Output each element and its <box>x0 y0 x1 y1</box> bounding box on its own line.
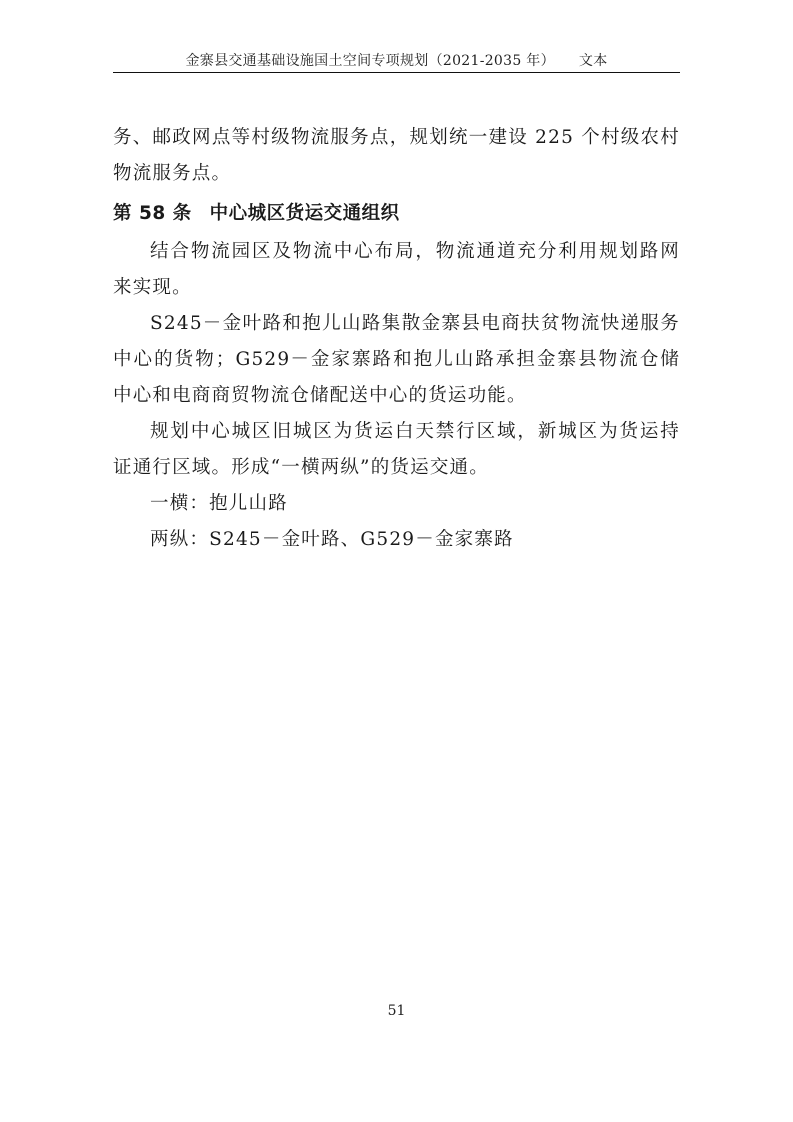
article-number: 第 58 条 <box>113 203 192 224</box>
page-number: 51 <box>387 1003 406 1019</box>
paragraph-horizontal-route: 一横：抱儿山路 <box>150 493 288 514</box>
continuation-paragraph: 务、邮政网点等村级物流服务点，规划统一建设 225 个村级农村物流服务点。 <box>113 127 680 184</box>
article-title: 中心城区货运交通组织 <box>209 203 400 224</box>
page-body <box>113 120 680 558</box>
header-divider <box>113 72 680 73</box>
paragraph-freight-routes: S245－金叶路和抱儿山路集散金寨县电商扶贫物流快递服务中心的货物；G529－金家寨路和抱儿山路承担金寨县物流仓储中心和电商商贸物流仓储配送中心的货运功能。 <box>113 313 680 406</box>
header-title: 金寨县交通基础设施国土空间专项规划（2021-2035 年） <box>185 53 555 69</box>
article-heading <box>113 196 680 232</box>
paragraph-restricted-zones: 规划中心城区旧城区为货运白天禁行区域，新城区为货运持证通行区域。形成“一横两纵”的货运交通。 <box>113 421 680 478</box>
paragraph-vertical-routes: 两纵：S245－金叶路、G529－金家寨路 <box>150 529 514 550</box>
paragraph-logistics-layout: 结合物流园区及物流中心布局，物流通道充分利用规划路网来实现。 <box>113 241 680 298</box>
header-doc-type: 文本 <box>578 53 608 69</box>
page-header <box>113 50 680 70</box>
